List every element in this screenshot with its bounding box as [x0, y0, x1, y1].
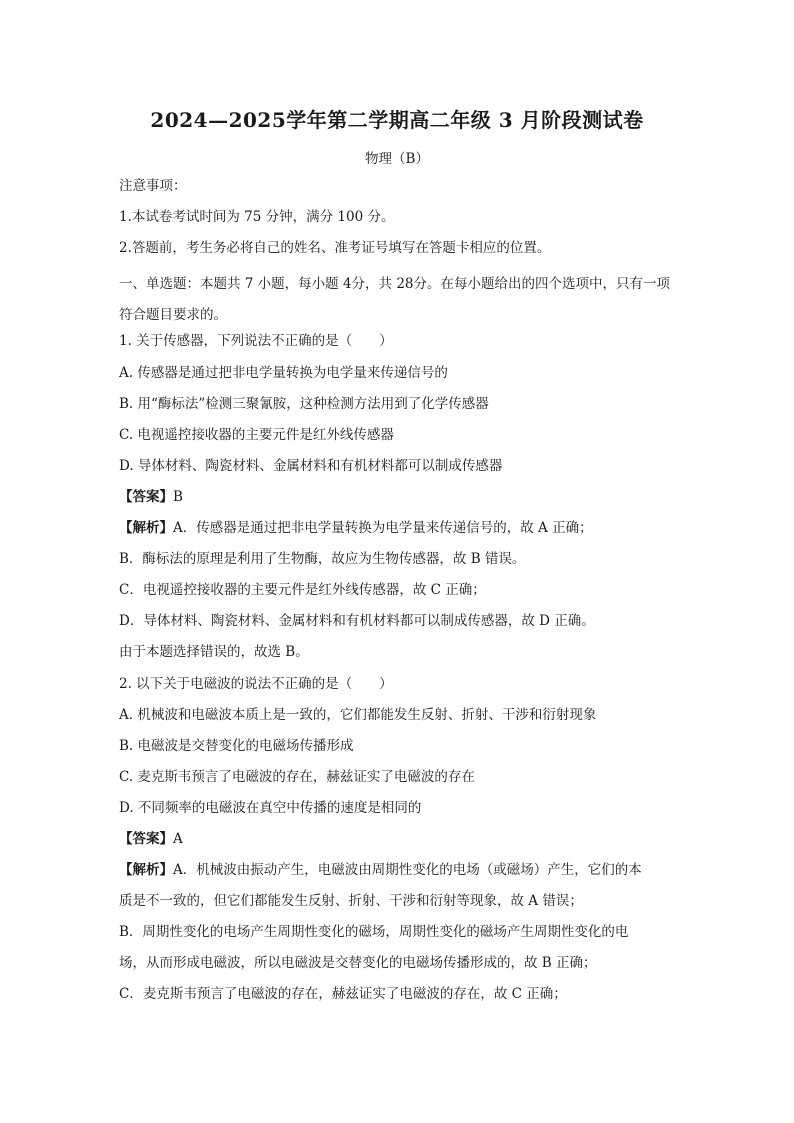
question-option: A. 机械波和电磁波本质上是一致的，它们都能发生反射、折射、干涉和衍射现象 — [119, 706, 597, 723]
exam-subject: 物理（B） — [365, 151, 429, 167]
analysis-text: A．传感器是通过把非电学量转换为电学量来传递信号的，故 A 正确； — [173, 520, 593, 537]
answer-value: A — [173, 830, 183, 847]
exam-body — [119, 176, 679, 1016]
notes-item: 2.答题前，考生务必将自己的姓名、准考证号填写在答题卡相应的位置。 — [119, 240, 551, 257]
question-option: A. 传感器是通过把非电学量转换为电学量来传递信号的 — [119, 364, 448, 381]
analysis-line: B．周期性变化的电场产生周期性变化的磁场，周期性变化的磁场产生周期性变化的电 — [119, 924, 629, 941]
notes-item: 1.本试卷考试时间为 75 分钟，满分 100 分。 — [119, 209, 395, 226]
analysis-line — [119, 518, 679, 549]
analysis-line — [119, 860, 679, 891]
analysis-label: 【解析】 — [119, 520, 173, 537]
analysis-line: B．酶标法的原理是利用了生物酶，故应为生物传感器，故 B 错误。 — [119, 551, 526, 568]
analysis-line: 由于本题选择错误的，故选 B。 — [119, 644, 309, 661]
question-stem: 1. 关于传感器，下列说法不正确的是（ ） — [119, 333, 393, 350]
exam-title: 2024—2025学年第二学期高二年级 3 月阶段测试卷 — [150, 108, 644, 132]
question-option: B. 用“酶标法”检测三聚氰胺，这种检测方法用到了化学传感器 — [119, 395, 489, 412]
analysis-text: A．机械波由振动产生，电磁波由周期性变化的电场（或磁场）产生，它们的本 — [173, 862, 642, 879]
answer-label: 【答案】 — [119, 830, 173, 847]
answer-value: B — [173, 488, 183, 505]
answer-line — [119, 829, 679, 860]
notes-heading: 注意事项： — [119, 178, 187, 194]
question-option: C. 电视遥控接收器的主要元件是红外线传感器 — [119, 426, 394, 443]
analysis-line: 质是不一致的，但它们都能发生反射、折射、干涉和衍射等现象，故 A 错误； — [119, 893, 583, 910]
analysis-line: C．电视遥控接收器的主要元件是红外线传感器，故 C 正确； — [119, 582, 486, 599]
answer-label: 【答案】 — [119, 488, 173, 505]
question-option: B. 电磁波是交替变化的电磁场传播形成 — [119, 737, 354, 754]
question-stem: 2. 以下关于电磁波的说法不正确的是（ ） — [119, 675, 393, 692]
analysis-line: D．导体材料、陶瓷材料、金属材料和有机材料都可以制成传感器，故 D 正确。 — [119, 613, 595, 630]
question-option: D. 不同频率的电磁波在真空中传播的速度是相同的 — [119, 799, 422, 816]
answer-line — [119, 487, 679, 518]
question-option: D. 导体材料、陶瓷材料、金属材料和有机材料都可以制成传感器 — [119, 457, 503, 474]
analysis-line: C．麦克斯韦预言了电磁波的存在，赫兹证实了电磁波的存在，故 C 正确； — [119, 986, 567, 1003]
analysis-line: 场，从而形成电磁波，所以电磁波是交替变化的电磁场传播形成的，故 B 正确； — [119, 955, 597, 972]
analysis-label: 【解析】 — [119, 862, 173, 879]
section-heading: 一、单选题：本题共 7 小题，每小题 4分，共 28分。在每小题给出的四个选项中，只有一项符合题目要求的。 — [119, 276, 671, 324]
question-option: C. 麦克斯韦预言了电磁波的存在，赫兹证实了电磁波的存在 — [119, 768, 475, 785]
